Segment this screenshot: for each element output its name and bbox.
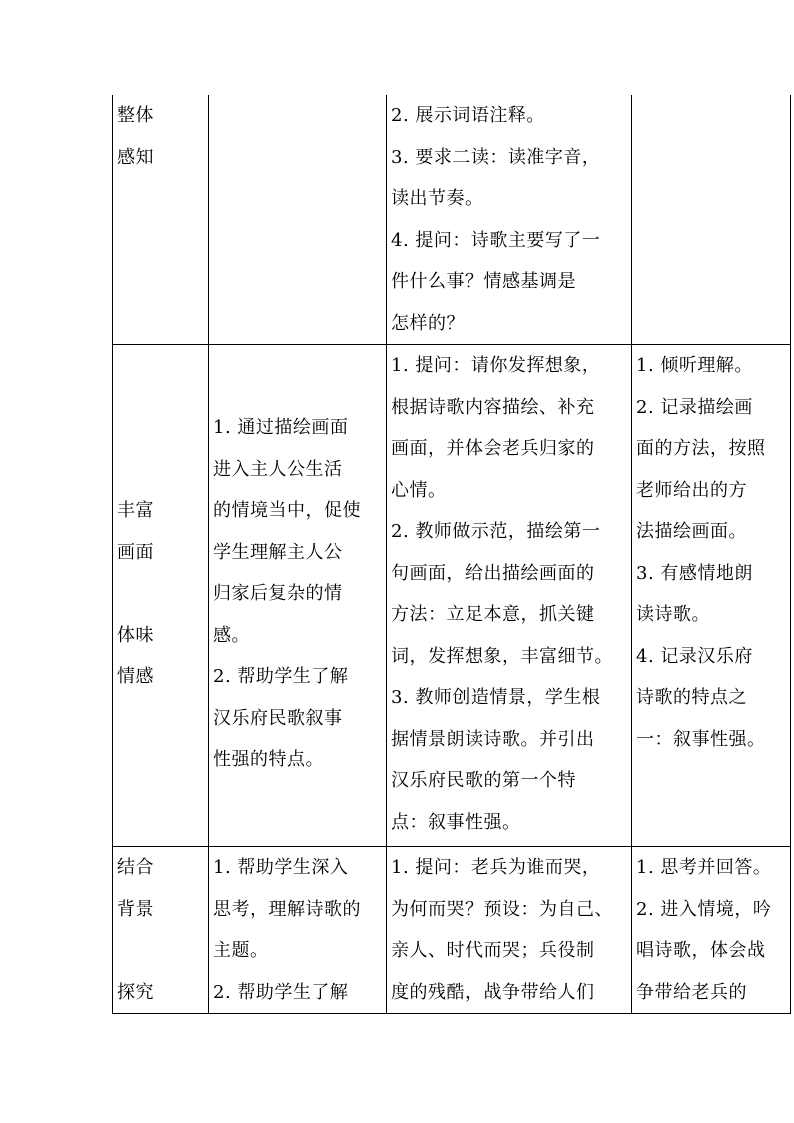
cell-line: 方法：立足本意，抓关键 bbox=[391, 604, 595, 625]
cell-line: 度的残酷，战争带给人们 bbox=[391, 981, 595, 1003]
cell-line: 整体 bbox=[117, 105, 154, 126]
cell-line: 3. 有感情地朗 bbox=[636, 562, 753, 584]
cell-line: 4. 记录汉乐府 bbox=[636, 645, 753, 667]
cell-line: 背景 bbox=[117, 898, 154, 920]
cell-line: 1. 思考并回答。 bbox=[636, 857, 772, 878]
cell-line: 画面，并体会老兵归家的 bbox=[391, 438, 595, 459]
goals-cell bbox=[209, 345, 387, 847]
cell-line: 读诗歌。 bbox=[636, 604, 710, 625]
cell-line: 面的方法，按照 bbox=[636, 438, 766, 459]
cell-line: 思考，理解诗歌的 bbox=[213, 898, 361, 920]
cell-line: 句画面，给出描绘画面的 bbox=[391, 562, 595, 584]
cell-line: 4. 提问：诗歌主要写了一 bbox=[391, 229, 601, 251]
cell-line: 老师给出的方 bbox=[636, 479, 747, 501]
cell-line: 词，发挥想象，丰富细节。 bbox=[391, 645, 613, 667]
lesson-plan-table bbox=[112, 95, 791, 1014]
cell-line: 怎样的？ bbox=[391, 312, 465, 334]
cell-line: 1. 帮助学生深入 bbox=[213, 857, 349, 878]
stage-cell bbox=[113, 95, 209, 345]
goals-cell bbox=[209, 95, 387, 345]
table-row bbox=[113, 95, 791, 345]
cell-line: 3. 要求二读：读准字音， bbox=[391, 146, 601, 168]
cell-line: 性强的特点。 bbox=[213, 749, 324, 770]
teacher-activity-cell bbox=[387, 95, 632, 345]
table-row bbox=[113, 847, 791, 1014]
cell-line: 件什么事？情感基调是 bbox=[391, 271, 576, 292]
cell-line: 唱诗歌，体会战 bbox=[636, 940, 766, 961]
stage-cell bbox=[113, 345, 209, 847]
stage-cell bbox=[113, 847, 209, 1014]
cell-line: 1. 提问：请你发挥想象， bbox=[391, 355, 601, 376]
cell-line: 汉乐府民歌叙事 bbox=[213, 707, 343, 729]
cell-line: 2. 进入情境，吟 bbox=[636, 898, 772, 920]
cell-line: 2. 帮助学生了解 bbox=[213, 666, 349, 687]
student-activity-cell bbox=[632, 345, 791, 847]
cell-line: 主题。 bbox=[213, 940, 269, 961]
cell-line: 根据诗歌内容描绘、补充 bbox=[391, 396, 595, 418]
cell-line: 情感 bbox=[117, 666, 154, 687]
cell-line: 感。 bbox=[213, 624, 250, 646]
cell-line: 结合 bbox=[117, 857, 154, 878]
cell-line: 3. 教师创造情景，学生根 bbox=[391, 687, 601, 708]
cell-line: 一：叙事性强。 bbox=[636, 728, 766, 750]
student-activity-cell bbox=[632, 847, 791, 1014]
cell-line: 争带给老兵的 bbox=[636, 981, 747, 1003]
cell-line: 1. 提问：老兵为谁而哭， bbox=[391, 857, 601, 878]
spacer bbox=[117, 573, 204, 615]
cell-line: 体味 bbox=[117, 624, 154, 646]
spacer bbox=[117, 930, 204, 972]
cell-line: 诗歌的特点之 bbox=[636, 687, 747, 708]
cell-line: 汉乐府民歌的第一个特 bbox=[391, 770, 576, 791]
student-activity-cell bbox=[632, 95, 791, 345]
cell-line: 1. 通过描绘画面 bbox=[213, 417, 349, 438]
cell-line: 感知 bbox=[117, 146, 154, 168]
teacher-activity-cell bbox=[387, 345, 632, 847]
cell-line: 亲人、时代而哭；兵役制 bbox=[391, 940, 595, 961]
cell-line: 2. 教师做示范，描绘第一 bbox=[391, 521, 601, 542]
cell-line: 2. 记录描绘画 bbox=[636, 396, 753, 418]
cell-line: 2. 展示词语注释。 bbox=[391, 105, 545, 126]
cell-line: 点：叙事性强。 bbox=[391, 811, 521, 833]
cell-line: 进入主人公生活 bbox=[213, 458, 343, 480]
cell-line: 法描绘画面。 bbox=[636, 521, 747, 542]
cell-line: 归家后复杂的情 bbox=[213, 583, 343, 604]
cell-line: 的情境当中，促使 bbox=[213, 500, 361, 521]
cell-line: 画面 bbox=[117, 541, 154, 563]
goals-cell bbox=[209, 847, 387, 1014]
cell-line: 读出节奏。 bbox=[391, 188, 484, 209]
cell-line: 探究 bbox=[117, 981, 154, 1003]
cell-line: 丰富 bbox=[117, 500, 154, 521]
cell-line: 为何而哭？预设：为自己、 bbox=[391, 898, 613, 920]
cell-line: 2. 帮助学生了解 bbox=[213, 981, 349, 1003]
cell-line: 据情景朗读诗歌。并引出 bbox=[391, 728, 595, 750]
table-row bbox=[113, 345, 791, 847]
cell-line: 学生理解主人公 bbox=[213, 541, 343, 563]
cell-line: 1. 倾听理解。 bbox=[636, 355, 753, 376]
teacher-activity-cell bbox=[387, 847, 632, 1014]
cell-line: 心情。 bbox=[391, 479, 447, 501]
